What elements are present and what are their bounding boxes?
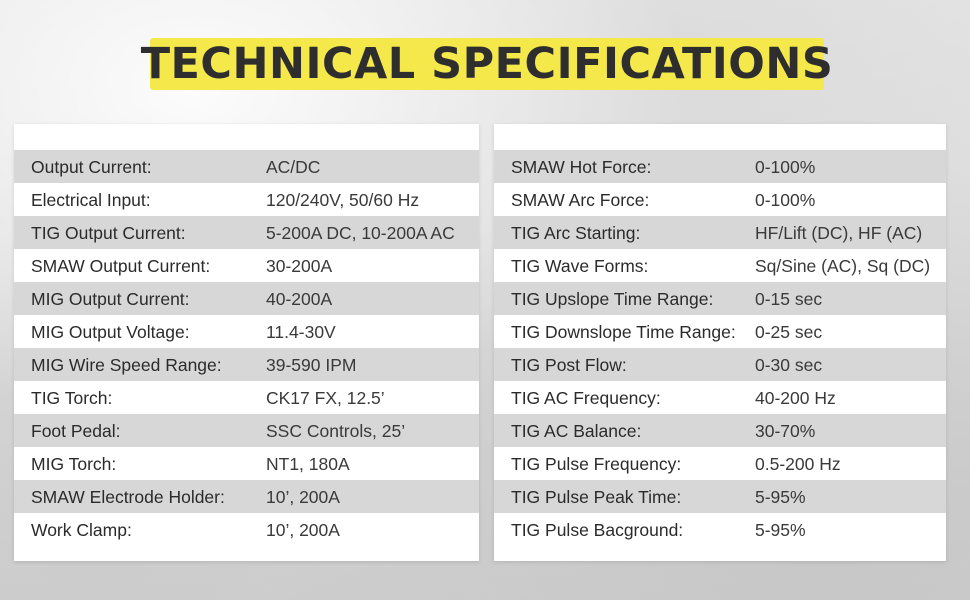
spec-row [494, 315, 946, 348]
spec-label: Electrical Input: [31, 190, 151, 210]
spec-value: 40-200 Hz [755, 388, 836, 408]
spec-row [494, 381, 946, 414]
spec-row [14, 183, 479, 216]
specs-list-left [14, 150, 479, 546]
spec-row [494, 183, 946, 216]
spec-label: TIG Wave Forms: [511, 256, 649, 276]
spec-label: TIG AC Frequency: [511, 388, 661, 408]
spec-label: Foot Pedal: [31, 421, 121, 441]
spec-row [14, 513, 479, 546]
spec-value: 0-15 sec [755, 289, 823, 309]
spec-row [14, 480, 479, 513]
spec-value: 5-95% [755, 520, 806, 540]
spec-value: 0-25 sec [755, 322, 823, 342]
spec-row [14, 216, 479, 249]
specs-panel-right [494, 124, 946, 561]
spec-label: SMAW Electrode Holder: [31, 487, 225, 507]
title-banner [140, 38, 834, 90]
spec-value: SSC Controls, 25’ [266, 421, 406, 441]
spec-value: NT1, 180A [266, 454, 350, 474]
spec-value: 0-100% [755, 190, 816, 210]
spec-value: CK17 FX, 12.5’ [266, 388, 385, 408]
spec-label: TIG Downslope Time Range: [511, 322, 736, 342]
page-title: TECHNICAL SPECIFICATIONS [140, 38, 834, 89]
spec-row [494, 480, 946, 513]
spec-row [14, 150, 479, 183]
spec-label: Work Clamp: [31, 520, 132, 540]
spec-value: 10’, 200A [266, 520, 340, 540]
spec-label: SMAW Arc Force: [511, 190, 650, 210]
spec-label: TIG Pulse Peak Time: [511, 487, 682, 507]
spec-row [494, 348, 946, 381]
spec-value: 11.4-30V [266, 322, 336, 342]
spec-label: TIG Pulse Frequency: [511, 454, 682, 474]
spec-value: 5-200A DC, 10-200A AC [266, 223, 455, 243]
spec-row [14, 348, 479, 381]
spec-row [494, 513, 946, 546]
spec-label: SMAW Output Current: [31, 256, 211, 276]
spec-row [14, 447, 479, 480]
spec-label: TIG Upslope Time Range: [511, 289, 714, 309]
spec-label: MIG Torch: [31, 454, 117, 474]
specs-list-right [494, 150, 946, 546]
spec-row [494, 282, 946, 315]
spec-row [494, 150, 946, 183]
spec-label: TIG AC Balance: [511, 421, 642, 441]
spec-value: HF/Lift (DC), HF (AC) [755, 223, 923, 243]
spec-row [494, 414, 946, 447]
spec-row [14, 381, 479, 414]
spec-row [14, 315, 479, 348]
spec-row [494, 249, 946, 282]
spec-label: TIG Arc Starting: [511, 223, 641, 243]
spec-label: Output Current: [31, 157, 152, 177]
spec-label: TIG Post Flow: [511, 355, 627, 375]
spec-label: MIG Output Current: [31, 289, 190, 309]
spec-row [14, 414, 479, 447]
spec-value: Sq/Sine (AC), Sq (DC) [755, 256, 931, 276]
spec-value: 10’, 200A [266, 487, 340, 507]
spec-label: MIG Output Voltage: [31, 322, 190, 342]
spec-value: 30-200A [266, 256, 333, 276]
spec-value: 5-95% [755, 487, 806, 507]
spec-label: TIG Output Current: [31, 223, 186, 243]
spec-value: AC/DC [266, 157, 321, 177]
spec-row [14, 249, 479, 282]
spec-row [14, 282, 479, 315]
spec-value: 0-100% [755, 157, 816, 177]
specs-panel-left [14, 124, 479, 561]
spec-value: 30-70% [755, 421, 816, 441]
spec-value: 0-30 sec [755, 355, 823, 375]
spec-label: TIG Pulse Bacground: [511, 520, 684, 540]
spec-label: MIG Wire Speed Range: [31, 355, 222, 375]
spec-value: 39-590 IPM [266, 355, 357, 375]
spec-row [494, 447, 946, 480]
spec-label: SMAW Hot Force: [511, 157, 652, 177]
spec-label: TIG Torch: [31, 388, 113, 408]
spec-value: 0.5-200 Hz [755, 454, 841, 474]
spec-value: 40-200A [266, 289, 333, 309]
spec-row [494, 216, 946, 249]
spec-value: 120/240V, 50/60 Hz [266, 190, 420, 210]
